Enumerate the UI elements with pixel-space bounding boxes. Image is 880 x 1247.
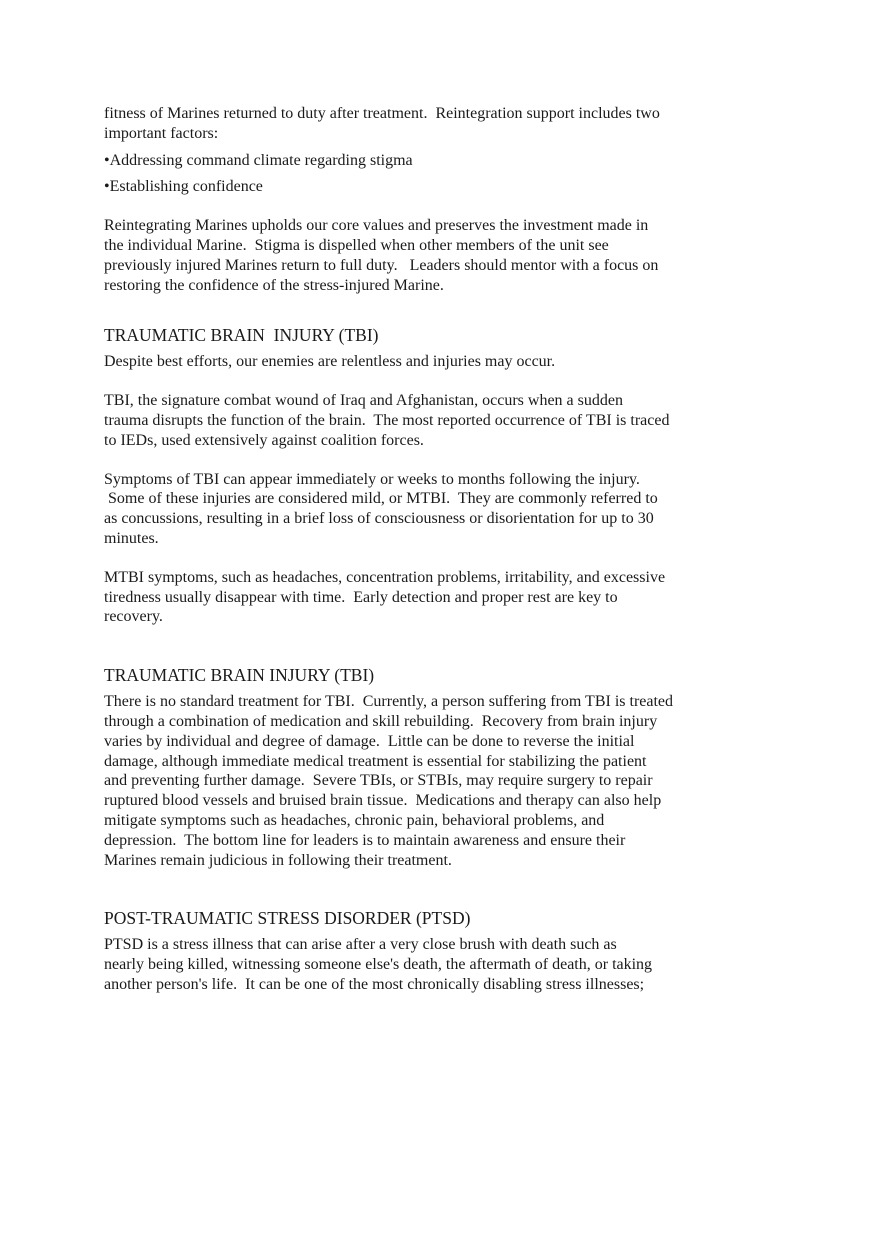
text-line: varies by individual and degree of damage. Little can be done to reverse the initial	[104, 732, 635, 750]
bullet-item: •Addressing command climate regarding stigma	[104, 151, 413, 169]
text-line: fitness of Marines returned to duty after treatment. Reintegration support includes two	[104, 105, 660, 122]
text-line: mitigate symptoms such as headaches, chronic pain, behavioral problems, and	[104, 811, 605, 829]
tbi-paragraph-2	[104, 391, 744, 450]
text-line: There is no standard treatment for TBI. Currently, a person suffering from TBI is treated	[104, 693, 674, 711]
tbi-paragraph-4	[104, 568, 744, 627]
text-line: recovery.	[104, 608, 163, 626]
text-line: nearly being killed, witnessing someone else's death, the aftermath of death, or taking	[104, 956, 653, 974]
intro-paragraph	[104, 104, 744, 144]
text-line: and preventing further damage. Severe TBIs, or STBIs, may require surgery to repair	[104, 772, 653, 790]
ptsd-paragraph	[104, 935, 744, 994]
text-line: another person's life. It can be one of the most chronically disabling stress illnesses;	[104, 975, 645, 993]
section-heading-tbi-treatment: TRAUMATIC BRAIN INJURY (TBI)	[104, 665, 375, 686]
text-line: damage, although immediate medical treatment is essential for stabilizing the patient	[104, 752, 647, 770]
text-line: previously injured Marines return to full duty. Leaders should mentor with a focus on	[104, 256, 659, 274]
text-line: through a combination of medication and skill rebuilding. Recovery from brain injury	[104, 712, 658, 730]
text-line: Reintegrating Marines upholds our core values and preserves the investment made in	[104, 217, 649, 235]
tbi-paragraph-3	[104, 470, 744, 549]
text-line: important factors:	[104, 124, 219, 142]
reintegrating-paragraph	[104, 216, 744, 295]
section-heading-ptsd: POST-TRAUMATIC STRESS DISORDER (PTSD)	[104, 908, 471, 929]
text-line: ruptured blood vessels and bruised brain tissue. Medications and therapy can also help	[104, 792, 662, 810]
text-line: MTBI symptoms, such as headaches, concentration problems, irritability, and excessive	[104, 568, 666, 586]
text-line: restoring the confidence of the stress-injured Marine.	[104, 276, 444, 294]
text-line: tiredness usually disappear with time. Early detection and proper rest are key to	[104, 588, 618, 606]
tbi-paragraph-1	[104, 352, 744, 372]
bullet-item: •Establishing confidence	[104, 178, 263, 196]
text-line: the individual Marine. Stigma is dispelled when other members of the unit see	[104, 236, 609, 254]
text-line: trauma disrupts the function of the brain. The most reported occurrence of TBI is traced	[104, 411, 670, 429]
document-page	[104, 104, 744, 995]
tbi-treatment-paragraph	[104, 692, 744, 870]
text-line: Symptoms of TBI can appear immediately or weeks to months following the injury.	[104, 470, 640, 488]
text-line: minutes.	[104, 529, 159, 547]
text-line: as concussions, resulting in a brief loss of consciousness or disorientation for up to 30	[104, 510, 654, 528]
text-line: Despite best efforts, our enemies are relentless and injuries may occur.	[104, 353, 556, 371]
text-line: depression. The bottom line for leaders is to maintain awareness and ensure their	[104, 831, 626, 849]
bullet-list	[104, 151, 744, 198]
text-line: TBI, the signature combat wound of Iraq and Afghanistan, occurs when a sudden	[104, 392, 623, 410]
section-heading-tbi: TRAUMATIC BRAIN INJURY (TBI)	[104, 325, 379, 346]
text-line: Marines remain judicious in following their treatment.	[104, 851, 452, 869]
text-line: PTSD is a stress illness that can arise after a very close brush with death such as	[104, 936, 617, 954]
text-line: to IEDs, used extensively against coalition forces.	[104, 431, 424, 449]
text-line: Some of these injuries are considered mild, or MTBI. They are commonly referred to	[104, 490, 658, 508]
